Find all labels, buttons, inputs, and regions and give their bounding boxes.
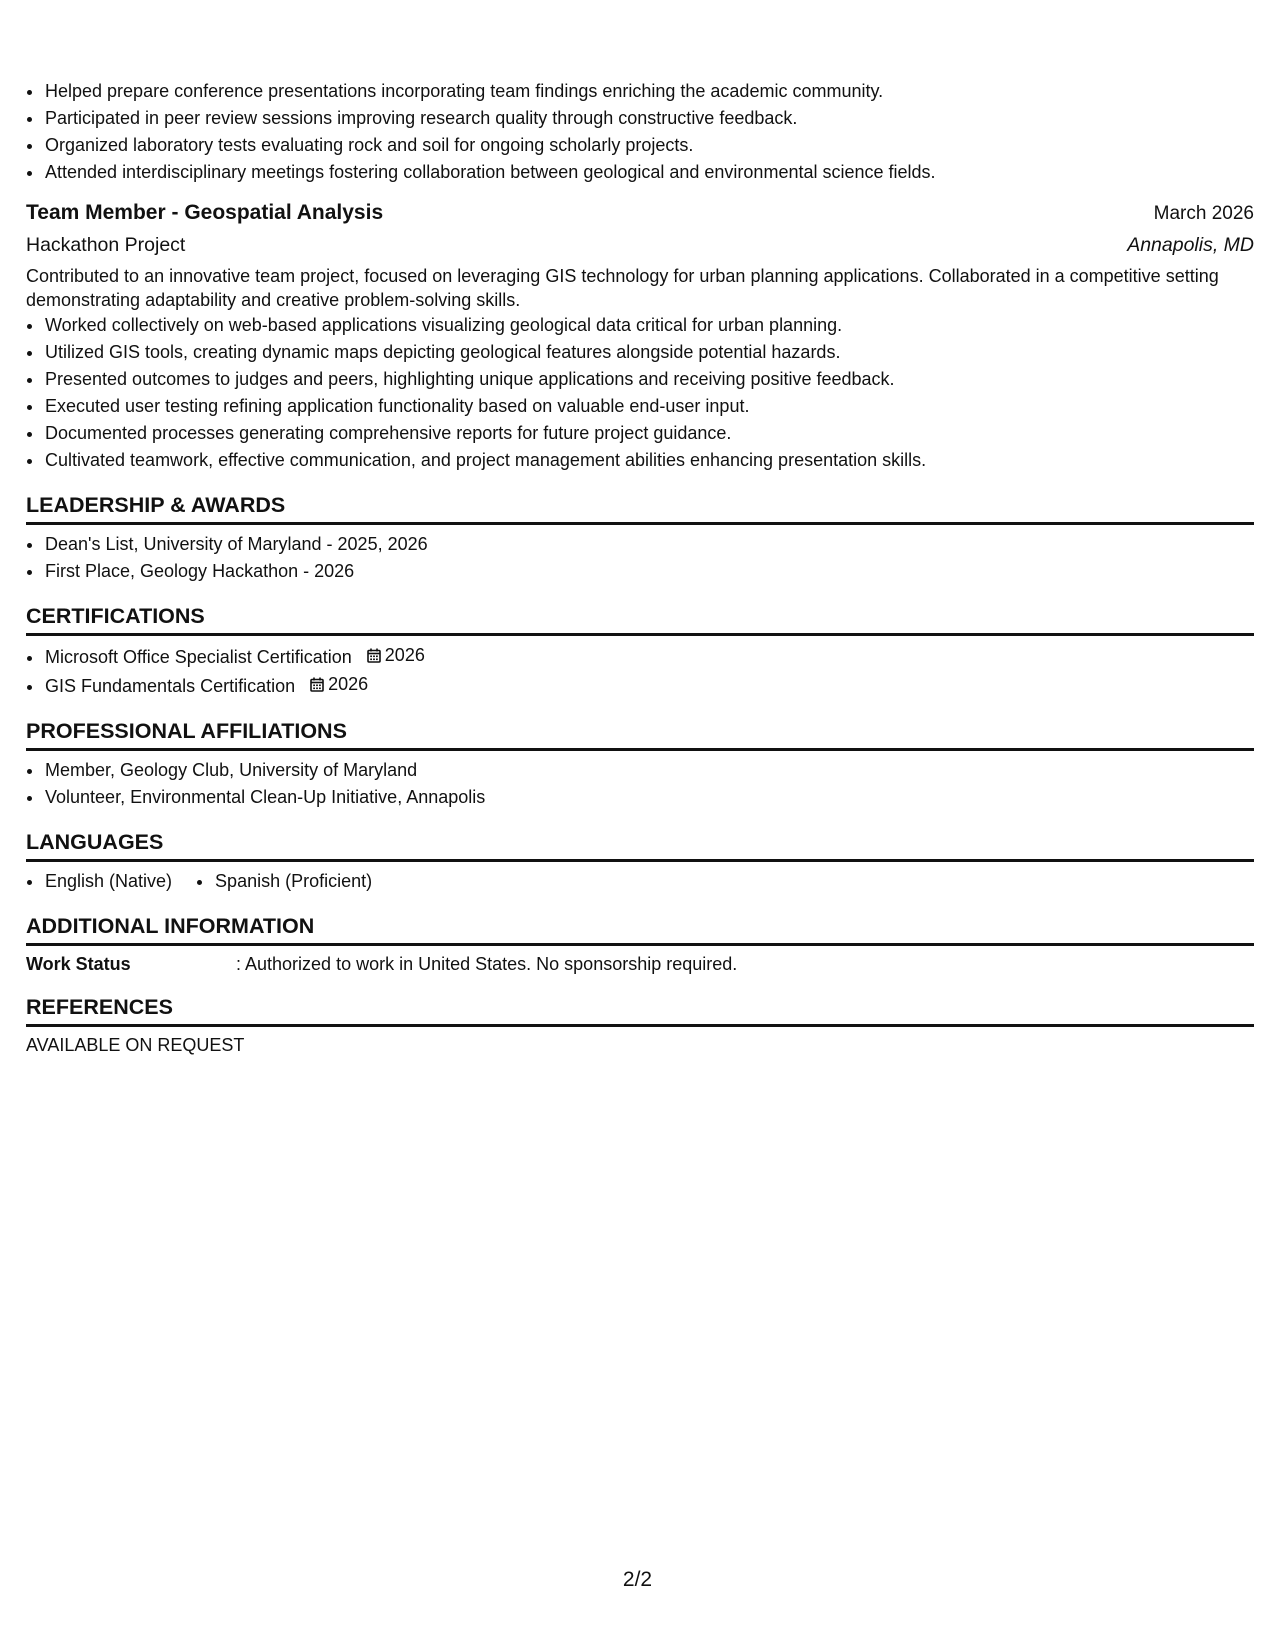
section-heading: LEADERSHIP & AWARDS	[26, 490, 1254, 525]
certification-year: 2026	[384, 645, 425, 665]
work-status-row	[26, 952, 1254, 976]
additional-info-section	[26, 911, 1254, 976]
entry-title: Team Member - Geospatial Analysis	[26, 201, 384, 224]
languages-section	[26, 827, 1254, 895]
list-item: • Participated in peer review sessions improving research quality through constructive feedback.	[44, 105, 1254, 132]
list-item: • Utilized GIS tools, creating dynamic maps depicting geological features alongside potential hazards.	[44, 339, 1254, 366]
leadership-list	[26, 531, 1254, 585]
entry-summary: Contributed to an innovative team project, focused on leveraging GIS technology for urban planning applications. Collaborated in a competitive setting demonstrating adaptability and creative problem-solving skills.	[26, 266, 1219, 310]
list-item: • Organized laboratory tests evaluating rock and soil for ongoing scholarly projects.	[44, 132, 1254, 159]
experience-entry	[26, 198, 1254, 474]
work-status-label: Work Status	[26, 954, 131, 974]
section-heading: PROFESSIONAL AFFILIATIONS	[26, 716, 1254, 751]
calendar-icon	[310, 677, 324, 692]
section-heading: ADDITIONAL INFORMATION	[26, 911, 1254, 946]
entry-location: Annapolis, MD	[1127, 234, 1254, 256]
entry-organization: Hackathon Project	[26, 234, 186, 256]
list-item: • Presented outcomes to judges and peers, highlighting unique applications and receiving positive feedback.	[44, 366, 1254, 393]
list-item: • Member, Geology Club, University of Maryland	[44, 757, 1254, 784]
list-item: • Cultivated teamwork, effective communication, and project management abilities enhancing presentation skills.	[44, 447, 1254, 474]
entry-bullets	[26, 312, 1254, 474]
certification-year: 2026	[328, 674, 369, 694]
certification-date	[310, 671, 368, 698]
list-item: • Attended interdisciplinary meetings fostering collaboration between geological and environmental science fields.	[44, 159, 1254, 186]
list-item	[44, 642, 1254, 671]
references-text: AVAILABLE ON REQUEST	[26, 1035, 245, 1055]
page-number: 2/2	[622, 1568, 653, 1591]
list-item: • Helped prepare conference presentations incorporating team findings enriching the academic community.	[44, 78, 1254, 105]
list-item: • English (Native)	[44, 868, 172, 895]
section-heading: CERTIFICATIONS	[26, 601, 1254, 636]
previous-entry-bullets	[26, 78, 1254, 186]
list-item: • Volunteer, Environmental Clean-Up Initiative, Annapolis	[44, 784, 1254, 811]
entry-header	[26, 198, 1254, 229]
affiliations-section	[26, 716, 1254, 811]
certification-name: GIS Fundamentals Certification	[45, 676, 296, 696]
list-item: • First Place, Geology Hackathon - 2026	[44, 558, 1254, 585]
list-item: • Executed user testing refining application functionality based on valuable end-user input.	[44, 393, 1254, 420]
calendar-icon	[367, 648, 381, 663]
section-heading: LANGUAGES	[26, 827, 1254, 862]
list-item: • Spanish (Proficient)	[214, 868, 372, 895]
references-section	[26, 992, 1254, 1057]
list-item: • Worked collectively on web-based applications visualizing geological data critical for urban planning.	[44, 312, 1254, 339]
list-item: • Dean's List, University of Maryland - 2025, 2026	[44, 531, 1254, 558]
certification-name: Microsoft Office Specialist Certification	[45, 647, 352, 667]
affiliations-list	[26, 757, 1254, 811]
resume-page	[26, 78, 1254, 1057]
entry-date: March 2026	[1153, 203, 1254, 224]
certifications-list	[26, 642, 1254, 700]
list-item	[44, 671, 1254, 700]
list-item: • Documented processes generating comprehensive reports for future project guidance.	[44, 420, 1254, 447]
languages-list	[26, 868, 1254, 895]
leadership-section	[26, 490, 1254, 585]
entry-subheader	[26, 229, 1254, 261]
work-status-value: : Authorized to work in United States. No sponsorship required.	[236, 954, 738, 974]
certifications-section	[26, 601, 1254, 700]
section-heading: REFERENCES	[26, 992, 1254, 1027]
certification-date	[367, 642, 425, 669]
